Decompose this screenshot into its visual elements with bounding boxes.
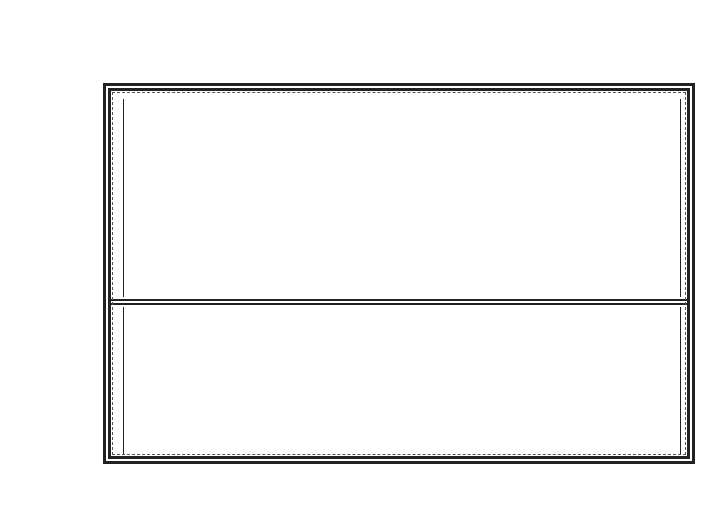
block-divider <box>111 299 687 305</box>
problem-block <box>123 99 681 297</box>
worksheet-frame <box>103 83 695 464</box>
answer-block <box>123 307 681 455</box>
